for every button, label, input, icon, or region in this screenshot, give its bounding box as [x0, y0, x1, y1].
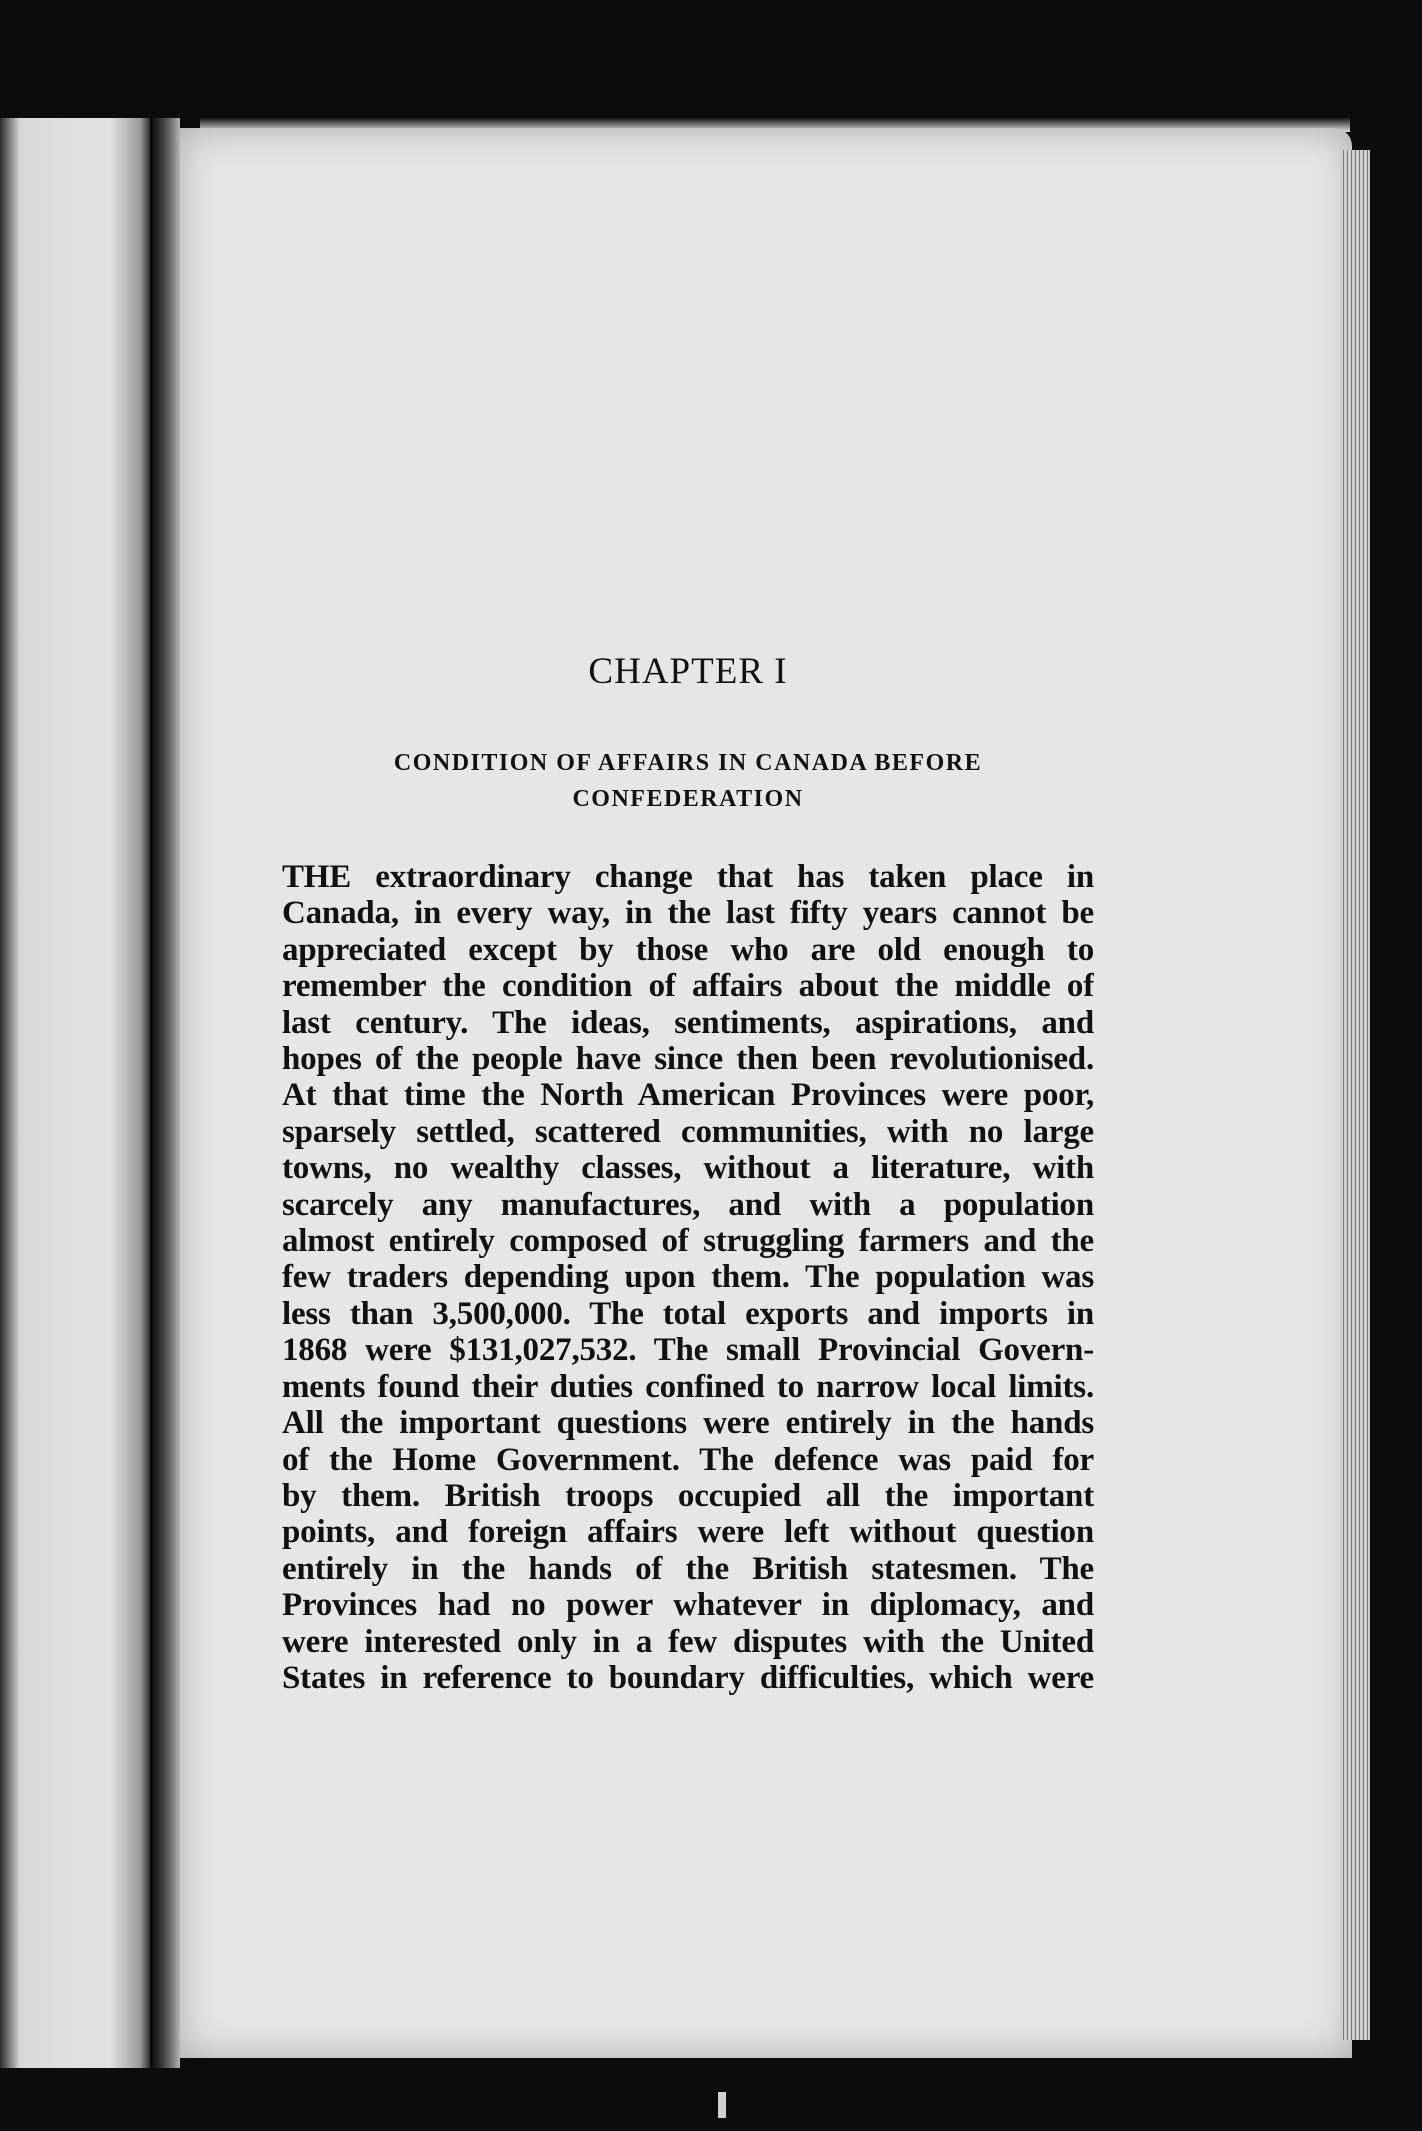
text-line: points, and foreign affairs were left without question: [282, 1514, 1094, 1551]
chapter-heading-line-1: CONDITION OF AFFAIRS IN CANADA BEFORE: [393, 750, 983, 776]
text-line: States in reference to boundary difficulties, which were: [282, 1659, 1094, 1696]
book-spine: [150, 118, 180, 2068]
text-line: almost entirely composed of struggling farmers and the: [282, 1223, 1094, 1260]
text-line: few traders depending upon them. The population was: [282, 1259, 1094, 1296]
chapter-heading: [328, 745, 1048, 817]
body-paragraph: [282, 859, 1094, 1696]
text-line: entirely in the hands of the British statesmen. The: [282, 1550, 1094, 1587]
text-line: All the important questions were entirely in the hands: [282, 1405, 1094, 1442]
text-line: THE extraordinary change that has taken place in: [282, 859, 1094, 895]
chapter-title: CHAPTER I: [588, 651, 788, 692]
text-line: towns, no wealthy classes, without a literature, with: [282, 1150, 1094, 1187]
page-fore-edge: [1340, 150, 1370, 2040]
text-line: less than 3,500,000. The total exports and imports in: [282, 1295, 1094, 1332]
scan-artifact-mark: [718, 2092, 726, 2118]
left-page-edge: [0, 118, 152, 2068]
text-line: sparsely settled, scattered communities, with no large: [282, 1113, 1094, 1150]
text-line: At that time the North American Provinces were poor,: [282, 1077, 1094, 1114]
text-line: Canada, in every way, in the last fifty years cannot be: [282, 895, 1094, 932]
text-line: remember the condition of affairs about the middle of: [282, 968, 1094, 1005]
text-line: Provinces had no power whatever in diplomacy, and: [282, 1587, 1094, 1624]
text-line: by them. British troops occupied all the important: [282, 1477, 1094, 1514]
text-line: were interested only in a few disputes with the United: [282, 1623, 1094, 1660]
text-line: ments found their duties confined to narrow local limits.: [282, 1368, 1094, 1405]
chapter-heading-line-2: CONFEDERATION: [572, 786, 804, 812]
text-line: last century. The ideas, sentiments, aspirations, and: [282, 1004, 1094, 1041]
text-line: 1868 were $131,027,532. The small Provincial Govern-: [282, 1332, 1094, 1369]
text-line: appreciated except by those who are old enough to: [282, 931, 1094, 968]
text-line: of the Home Government. The defence was paid for: [282, 1441, 1094, 1478]
text-line: scarcely any manufactures, and with a population: [282, 1186, 1094, 1223]
text-line: hopes of the people have since then been revolutionised.: [282, 1041, 1094, 1078]
page-content: [282, 650, 1094, 1696]
